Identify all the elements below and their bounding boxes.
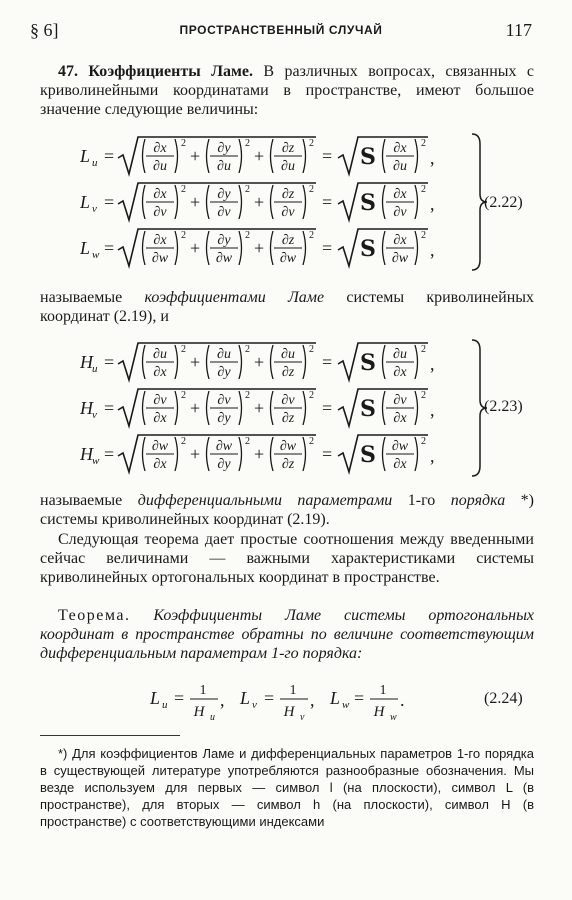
footnote: *) Для коэффициентов Ламе и дифференциальных параметров 1-го порядка в существующей литературе употребляются разнообразные обозначения. Мы везде используем для первых — символ l (на плоскости), символ L (в пространстве), для вторых — символ h (на плоскости), символ H (в пространстве) с соответствующими индексами [40, 746, 534, 829]
section-marker: § 6] [30, 20, 59, 40]
svg-text:∂u: ∂u [281, 159, 295, 174]
svg-text:v: v [92, 203, 97, 215]
svg-text:2: 2 [245, 138, 250, 149]
svg-text:2: 2 [309, 436, 314, 447]
svg-text:∂x: ∂x [393, 457, 407, 472]
svg-text:∂u: ∂u [217, 159, 231, 174]
svg-text:,: , [430, 354, 435, 374]
svg-text:∂z: ∂z [281, 141, 295, 156]
svg-text:2: 2 [309, 344, 314, 355]
svg-text:∂u: ∂u [393, 347, 407, 362]
svg-text:∂v: ∂v [217, 205, 231, 220]
svg-text:∂u: ∂u [393, 159, 407, 174]
svg-text:+: + [190, 192, 201, 212]
svg-text:∂x: ∂x [153, 411, 167, 426]
formula-row-Hv [80, 389, 435, 426]
svg-text:2: 2 [421, 390, 426, 401]
svg-text:∂v: ∂v [153, 205, 167, 220]
theorem-statement: Коэффициенты Ламе системы ортогональных координат в пространстве обратны по величине соответствующим дифференциальным параметрам 1-го порядка: [40, 607, 534, 662]
svg-text:,: , [430, 446, 435, 466]
svg-text:2: 2 [245, 390, 250, 401]
svg-text:∂y: ∂y [217, 411, 231, 426]
svg-text:+: + [254, 444, 265, 464]
svg-text:u: u [92, 363, 98, 375]
svg-text:2: 2 [181, 230, 186, 241]
svg-text:L: L [80, 192, 91, 212]
svg-text:1: 1 [289, 683, 297, 698]
section-intro-text: В различных вопросах, связанных с криволинейными координатами в пространстве, имеют большое значение следующие величины: [40, 63, 534, 118]
formula-row-Hw [80, 435, 435, 472]
svg-text:S: S [360, 442, 376, 468]
svg-text:∂w: ∂w [279, 251, 297, 266]
svg-text:2: 2 [181, 184, 186, 195]
equation-number-2-23: (2.23) [484, 398, 523, 415]
svg-text:2: 2 [181, 390, 186, 401]
svg-text:+: + [254, 352, 265, 372]
differential-parameters-paragraph: называемые дифференциальными параметрами 1-го порядка *) системы криволинейных координат (2.19). [40, 492, 535, 528]
svg-text:S: S [360, 190, 376, 216]
svg-text:∂z: ∂z [281, 411, 295, 426]
svg-text:=: = [104, 192, 115, 212]
theorem-intro-paragraph: Следующая теорема дает простые соотношения между введенными сейчас величинами — важными характеристиками системы криволинейных ортогональных координат в пространстве. [40, 531, 534, 586]
term-differential-parameters: дифференциальными параметрами [137, 492, 393, 509]
svg-text:∂x: ∂x [153, 141, 167, 156]
svg-text:∂y: ∂y [217, 457, 231, 472]
svg-text:2: 2 [309, 230, 314, 241]
svg-text:∂v: ∂v [217, 393, 231, 408]
svg-text:u: u [162, 699, 168, 711]
running-header [30, 20, 532, 46]
svg-text:1: 1 [379, 683, 387, 698]
svg-text:∂x: ∂x [153, 187, 167, 202]
svg-text:L: L [80, 238, 91, 258]
svg-text:∂w: ∂w [151, 251, 169, 266]
svg-text:,: , [310, 690, 315, 710]
formula-row-Lv [80, 183, 435, 220]
svg-text:∂x: ∂x [153, 457, 167, 472]
svg-text:L: L [80, 146, 91, 166]
lame-coefficients-formula [80, 130, 500, 276]
svg-text:=: = [322, 146, 333, 166]
formula-row-Lw [80, 229, 435, 266]
footnote-rule [40, 735, 180, 736]
page-number: 117 [505, 20, 532, 40]
svg-text:H: H [80, 398, 93, 418]
svg-text:2: 2 [421, 184, 426, 195]
svg-text:∂u: ∂u [153, 347, 167, 362]
svg-text:+: + [190, 444, 201, 464]
svg-text:∂z: ∂z [281, 233, 295, 248]
svg-text:H: H [373, 704, 385, 720]
term-order: порядка [450, 492, 506, 509]
svg-text:2: 2 [245, 184, 250, 195]
running-title: ПРОСТРАНСТВЕННЫЙ СЛУЧАЙ [179, 23, 383, 37]
svg-text:∂y: ∂y [217, 233, 231, 248]
svg-text:2: 2 [309, 138, 314, 149]
svg-text:L: L [240, 688, 251, 708]
svg-text:=: = [104, 398, 115, 418]
svg-text:H: H [193, 704, 205, 720]
svg-text:∂x: ∂x [153, 365, 167, 380]
svg-text:2: 2 [309, 184, 314, 195]
svg-text:w: w [342, 699, 350, 711]
svg-text:w: w [390, 712, 397, 723]
svg-text:H: H [80, 352, 93, 372]
svg-text:.: . [400, 690, 405, 710]
reciprocal-Lu [150, 683, 225, 723]
svg-text:+: + [190, 238, 201, 258]
reciprocal-relation-formula [150, 676, 430, 726]
svg-text:∂w: ∂w [279, 439, 297, 454]
svg-text:∂w: ∂w [215, 251, 233, 266]
formula-row-Lu [80, 137, 435, 174]
svg-text:2: 2 [421, 436, 426, 447]
svg-text:∂x: ∂x [393, 187, 407, 202]
svg-text:∂y: ∂y [217, 365, 231, 380]
svg-text:∂z: ∂z [281, 187, 295, 202]
svg-text:∂w: ∂w [391, 251, 409, 266]
svg-text:2: 2 [181, 436, 186, 447]
svg-text:,: , [220, 690, 225, 710]
svg-text:S: S [360, 350, 376, 376]
svg-text:+: + [254, 146, 265, 166]
svg-text:∂v: ∂v [393, 205, 407, 220]
svg-text:w: w [92, 249, 100, 261]
svg-text:∂x: ∂x [393, 141, 407, 156]
svg-text:v: v [252, 699, 257, 711]
svg-text:v: v [92, 409, 97, 421]
svg-text:=: = [322, 398, 333, 418]
svg-text:∂x: ∂x [393, 365, 407, 380]
svg-text:2: 2 [245, 344, 250, 355]
svg-text:∂v: ∂v [281, 393, 295, 408]
svg-text:2: 2 [421, 138, 426, 149]
svg-text:v: v [300, 712, 305, 723]
theorem-paragraph [40, 606, 534, 663]
svg-text:+: + [190, 352, 201, 372]
svg-text:u: u [92, 157, 98, 169]
svg-text:=: = [264, 688, 275, 708]
equation-number-2-24: (2.24) [484, 690, 523, 707]
svg-text:=: = [322, 444, 333, 464]
svg-text:∂w: ∂w [215, 439, 233, 454]
svg-text:,: , [430, 400, 435, 420]
svg-text:2: 2 [181, 138, 186, 149]
svg-text:∂u: ∂u [281, 347, 295, 362]
svg-text:∂v: ∂v [153, 393, 167, 408]
svg-text:2: 2 [421, 344, 426, 355]
svg-text:2: 2 [421, 230, 426, 241]
reciprocal-Lw [329, 683, 405, 723]
section-heading: Коэффициенты Ламе. [88, 63, 254, 80]
term-lame-coefficients: коэффициентами Ламе [144, 289, 325, 306]
svg-text:=: = [104, 352, 115, 372]
svg-text:=: = [104, 238, 115, 258]
svg-text:∂z: ∂z [281, 457, 295, 472]
svg-text:=: = [322, 352, 333, 372]
svg-text:∂x: ∂x [393, 233, 407, 248]
svg-text:∂z: ∂z [281, 365, 295, 380]
svg-text:S: S [360, 236, 376, 262]
svg-text:=: = [104, 146, 115, 166]
svg-text:w: w [92, 455, 100, 467]
svg-text:∂u: ∂u [217, 347, 231, 362]
lame-definition-paragraph: называемые коэффициентами Ламе системы криволинейных координат (2.19), и [40, 289, 534, 325]
svg-text:,: , [430, 240, 435, 260]
svg-text:+: + [254, 398, 265, 418]
svg-text:=: = [322, 192, 333, 212]
svg-text:H: H [80, 444, 93, 464]
svg-text:,: , [430, 148, 435, 168]
section-number: 47. [58, 63, 78, 80]
svg-text:S: S [360, 144, 376, 170]
svg-text:∂u: ∂u [153, 159, 167, 174]
svg-text:2: 2 [309, 390, 314, 401]
reciprocal-Lv [239, 683, 315, 723]
svg-text:S: S [360, 396, 376, 422]
svg-text:,: , [430, 194, 435, 214]
theorem-label: Теорема. [58, 607, 131, 624]
svg-text:=: = [354, 688, 365, 708]
svg-text:L: L [150, 688, 161, 708]
svg-text:u: u [210, 712, 215, 723]
svg-text:L: L [330, 688, 341, 708]
svg-text:∂y: ∂y [217, 187, 231, 202]
svg-text:1: 1 [199, 683, 207, 698]
svg-text:∂x: ∂x [393, 411, 407, 426]
differential-parameters-formula [80, 336, 500, 482]
section-47-paragraph [40, 62, 534, 119]
svg-text:=: = [322, 238, 333, 258]
svg-text:2: 2 [245, 230, 250, 241]
svg-text:2: 2 [181, 344, 186, 355]
svg-text:∂w: ∂w [391, 439, 409, 454]
svg-text:+: + [254, 192, 265, 212]
svg-text:+: + [254, 238, 265, 258]
svg-text:H: H [283, 704, 295, 720]
svg-text:∂v: ∂v [393, 393, 407, 408]
svg-text:∂w: ∂w [151, 439, 169, 454]
svg-text:2: 2 [245, 436, 250, 447]
svg-text:∂v: ∂v [281, 205, 295, 220]
svg-text:=: = [104, 444, 115, 464]
svg-text:∂x: ∂x [153, 233, 167, 248]
equation-number-2-22: (2.22) [484, 194, 523, 211]
svg-text:+: + [190, 146, 201, 166]
svg-text:=: = [174, 688, 185, 708]
svg-text:∂y: ∂y [217, 141, 231, 156]
formula-row-Hu [80, 343, 435, 380]
svg-text:+: + [190, 398, 201, 418]
